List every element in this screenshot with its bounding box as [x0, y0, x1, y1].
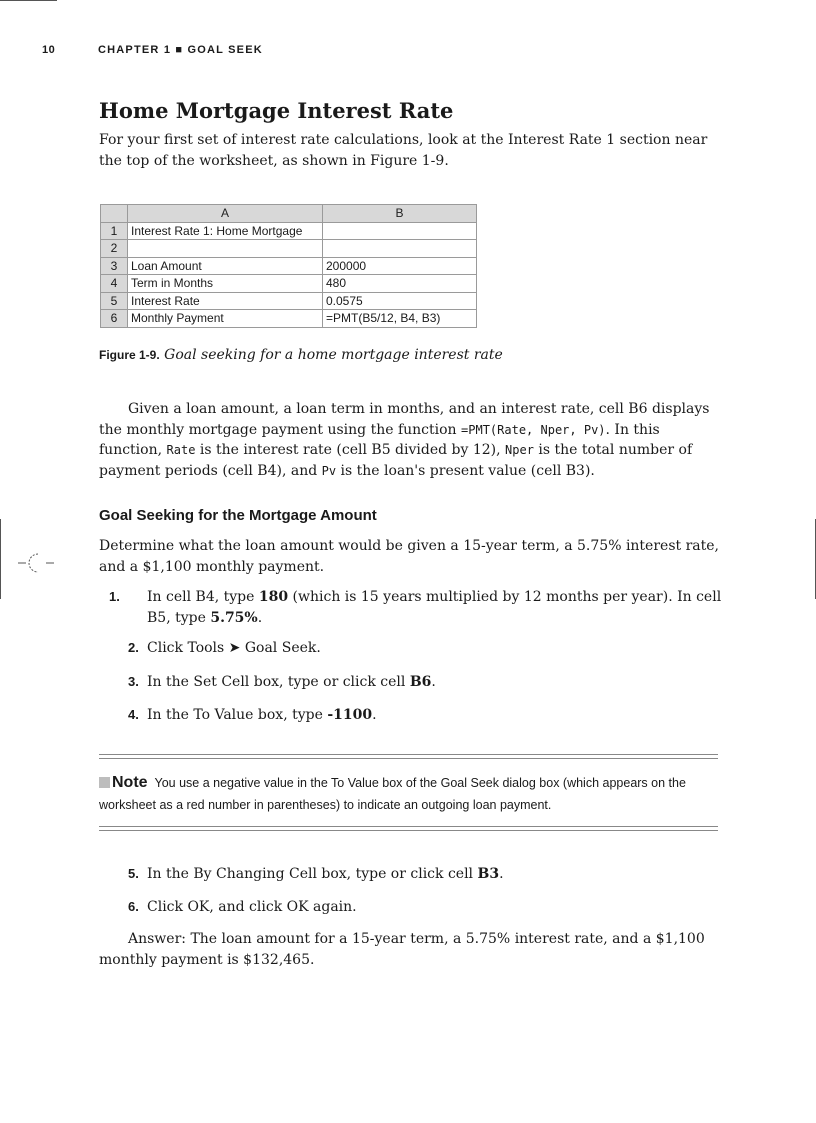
cell-b5: 0.0575 [323, 292, 477, 310]
step-5 [128, 864, 718, 885]
row-header: 1 [101, 222, 128, 240]
step-text: Click Tools ➤ Goal Seek. [147, 640, 321, 656]
figure-label: Figure 1-9. [99, 348, 160, 362]
step-text: In the Set Cell box, type or click cell [147, 674, 410, 690]
note-bottom-rule [99, 826, 718, 831]
step-text: In cell B4, type [147, 589, 259, 605]
step-bold: -1100 [327, 707, 373, 723]
step-number: 3. [128, 674, 139, 689]
note-text: You use a negative value in the To Value box of the Goal Seek dialog box (which appears on the worksheet as a red number in parentheses) to indicate an outgoing loan payment. [99, 776, 686, 812]
running-head: CHAPTER 1 ■ GOAL SEEK [98, 44, 263, 56]
step-3 [128, 672, 718, 693]
subsection-title: Goal Seeking for the Mortgage Amount [99, 507, 377, 524]
body-text: is the interest rate (cell B5 divided by 12), [195, 442, 506, 458]
code-nper: Nper [505, 443, 534, 457]
body-text: Given a loan amount, a loan term in months, and an interest rate, cell B6 displays the monthly mortgage payment using the function [99, 401, 710, 438]
spreadsheet-figure [100, 204, 477, 328]
note-box [99, 772, 719, 816]
step-text: . [431, 674, 436, 690]
step-number: 1. [109, 589, 120, 604]
table-row [101, 222, 477, 240]
step-bold: 180 [258, 589, 289, 605]
body-text: is the loan's present value (cell B3). [336, 462, 595, 479]
note-label: Note [112, 774, 148, 791]
step-number: 4. [128, 707, 139, 722]
table-row [101, 275, 477, 293]
column-header-a: A [128, 205, 323, 223]
step-4 [128, 705, 718, 726]
cell-a3: Loan Amount [128, 257, 323, 275]
cell-a2 [128, 240, 323, 258]
cell-b3: 200000 [323, 257, 477, 275]
column-header-row [101, 205, 477, 223]
page-number: 10 [42, 44, 56, 56]
step-bold: B3 [477, 866, 500, 882]
table-row [101, 310, 477, 328]
column-header-b: B [323, 205, 477, 223]
step-2 [128, 638, 718, 659]
corner-cell [101, 205, 128, 223]
step-6 [128, 897, 718, 918]
cell-b6: =PMT(B5/12, B4, B3) [323, 310, 477, 328]
subsection-intro: Determine what the loan amount would be given a 15-year term, a 5.75% interest rate, and a $1,100 monthly payment. [99, 538, 719, 575]
cell-a1: Interest Rate 1: Home Mortgage [128, 222, 323, 240]
row-header: 5 [101, 292, 128, 310]
step-text: . [372, 707, 377, 723]
step-text: Click OK, and click OK again. [147, 899, 357, 915]
answer-paragraph: Answer: The loan amount for a 15-year term, a 5.75% interest rate, and a $1,100 monthly payment is $132,465. [99, 931, 705, 968]
code-pv: Pv [321, 463, 337, 478]
figure-caption-text: Goal seeking for a home mortgage interest rate [164, 347, 503, 363]
step-1 [109, 587, 737, 628]
cell-a6: Monthly Payment [128, 310, 323, 328]
step-number: 6. [128, 899, 139, 914]
step-text: (which is 15 years multiplied by 12 months per year). In cell B5, type [147, 589, 722, 626]
cell-b2 [323, 240, 477, 258]
table-row [101, 240, 477, 258]
code-rate: Rate [166, 443, 196, 457]
row-header: 6 [101, 310, 128, 328]
left-margin-line [0, 519, 1, 599]
step-number: 2. [128, 640, 139, 655]
step-bold: B6 [409, 674, 432, 690]
row-header: 3 [101, 257, 128, 275]
figure-caption [99, 347, 503, 363]
table-row [101, 292, 477, 310]
step-text: In the To Value box, type [147, 707, 328, 723]
crop-mark-icon [18, 551, 58, 575]
body-text: . In this function, [99, 421, 660, 458]
note-top-rule [99, 754, 718, 759]
cell-a4: Term in Months [128, 275, 323, 293]
section-title: Home Mortgage Interest Rate [99, 98, 454, 123]
row-header: 2 [101, 240, 128, 258]
cell-b1 [323, 222, 477, 240]
cell-b4: 480 [323, 275, 477, 293]
step-text: In the By Changing Cell box, type or click cell [147, 866, 478, 882]
note-square-icon [99, 777, 110, 788]
body-text: is the total number of payment periods (cell B4), and [99, 442, 693, 479]
table-row [101, 257, 477, 275]
step-number: 5. [128, 866, 139, 881]
intro-paragraph: For your first set of interest rate calculations, look at the Interest Rate 1 section near the top of the worksheet, as shown in Figure 1-9. [99, 132, 708, 169]
step-text: . [499, 866, 504, 882]
step-text: . [257, 609, 263, 626]
cell-a5: Interest Rate [128, 292, 323, 310]
top-rule [0, 0, 57, 1]
body-paragraph [99, 399, 724, 481]
step-bold: 5.75% [210, 609, 258, 626]
row-header: 4 [101, 275, 128, 293]
code-pmt: =PMT(Rate, Nper, Pv) [461, 422, 606, 437]
